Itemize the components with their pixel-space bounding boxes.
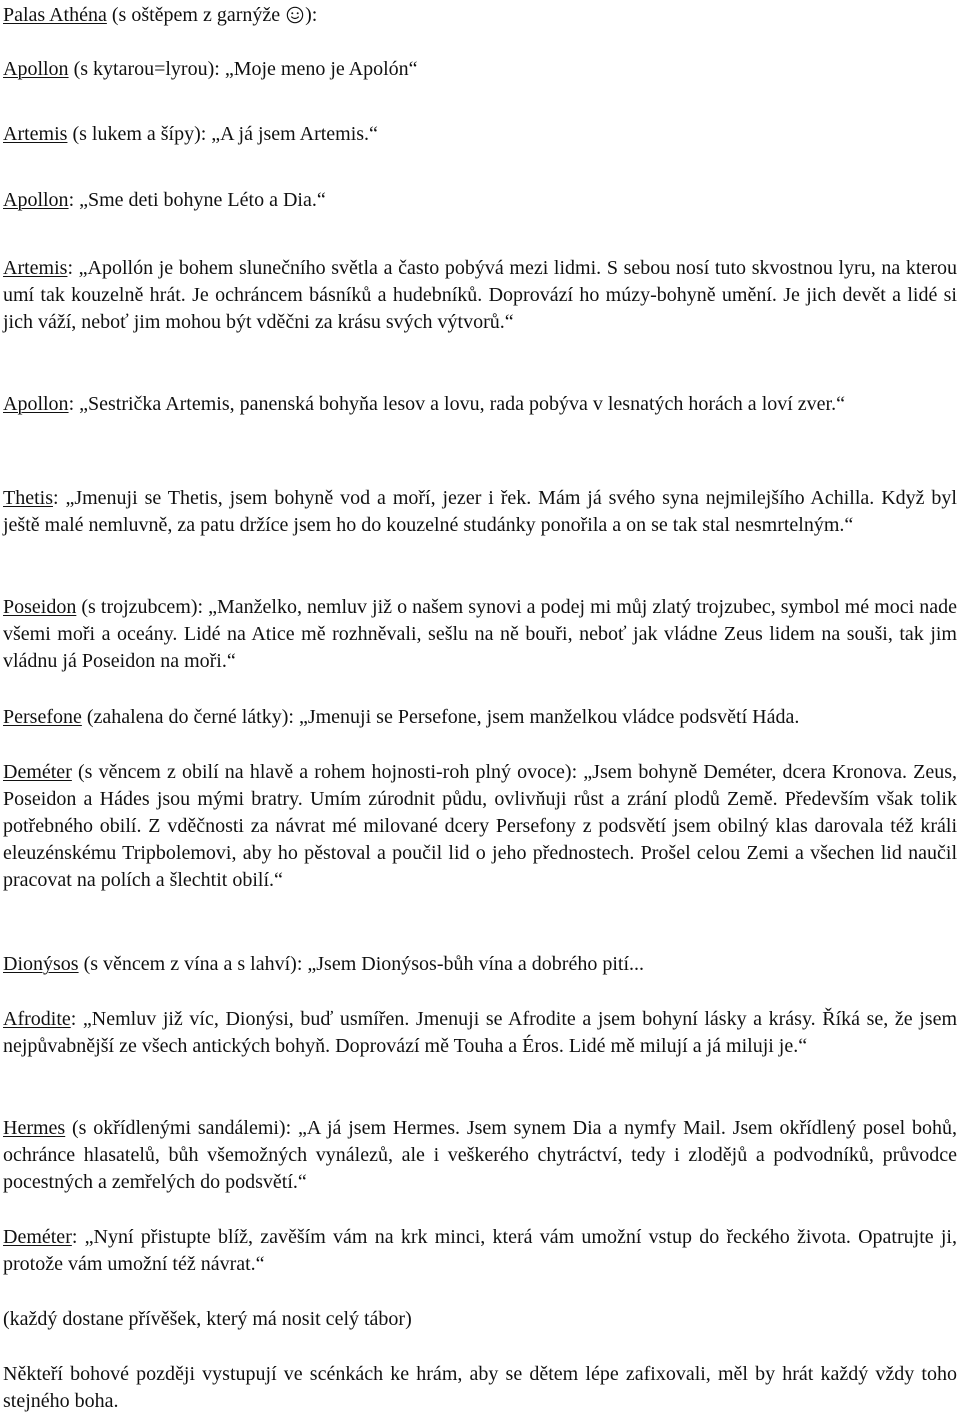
line-persefone bbox=[3, 704, 957, 731]
line-text-end: ): bbox=[305, 4, 318, 26]
speaker-name: Deméter bbox=[3, 761, 72, 783]
line-text: : „Sme deti bohyne Léto a Dia.“ bbox=[68, 189, 326, 211]
speaker-name: Afrodite bbox=[3, 1008, 71, 1030]
line-palas-athena bbox=[3, 2, 957, 29]
line-text: (s věncem z vína a s lahví): „Jsem Dionýsos-bůh vína a dobrého pití... bbox=[78, 953, 645, 975]
line-text: : „Jmenuji se Thetis, jsem bohyně vod a moří, jezer i řek. Mám já svého syna nejmilejšího Achilla. Když byl ještě malé nemluvně, za patu držíce jsem ho do kouzelné studánky ponořila a on se tak stal nesmrtelným.“ bbox=[3, 487, 957, 536]
smiley-face-icon bbox=[286, 6, 304, 24]
speaker-name: Hermes bbox=[3, 1117, 66, 1139]
speaker-name: Palas Athéna bbox=[3, 4, 107, 26]
speaker-name: Dionýsos bbox=[3, 953, 79, 975]
line-artemis-1 bbox=[3, 121, 957, 148]
line-text: : „Nyní přistupte blíž, zavěším vám na krk minci, která vám umožní vstup do řeckého života. Opatrujte ji, protože vám umožní též návrat.“ bbox=[3, 1226, 957, 1275]
line-apollon-1 bbox=[3, 56, 957, 83]
line-hermes bbox=[3, 1115, 957, 1196]
line-text: Někteří bohové později vystupují ve scénkách ke hrám, aby se dětem lépe zafixovali, měl by hrát každý vždy toho stejného boha. bbox=[3, 1363, 957, 1412]
stage-direction bbox=[3, 1306, 957, 1333]
line-text: (každý dostane přívěšek, který má nosit celý tábor) bbox=[3, 1308, 412, 1330]
speaker-name: Persefone bbox=[3, 706, 82, 728]
line-thetis bbox=[3, 485, 957, 539]
line-apollon-3 bbox=[3, 391, 957, 418]
speaker-name: Apollon bbox=[3, 58, 69, 80]
speaker-name: Artemis bbox=[3, 123, 68, 145]
line-text: : „Sestrička Artemis, panenská bohyňa lesov a lovu, rada pobýva v lesnatých horách a loví zver.“ bbox=[68, 393, 845, 415]
line-text: (s lukem a šípy): „A já jsem Artemis.“ bbox=[67, 123, 378, 145]
speaker-name: Poseidon bbox=[3, 596, 77, 618]
line-afrodite bbox=[3, 1006, 957, 1060]
line-text: (s kytarou=lyrou): „Moje meno je Apolón“ bbox=[68, 58, 418, 80]
line-text: : „Nemluv již víc, Dionýsi, buď usmířen. Jmenuji se Afrodite a jsem bohyní lásky a krásy. Říká se, že jsem nejpůvabnější ze všech antických bohyň. Doprovází mě Touha a Éros. Lidé mě milují a já miluji je.“ bbox=[3, 1008, 957, 1057]
line-text: (s oštěpem z garnýže bbox=[106, 4, 286, 26]
line-artemis-2 bbox=[3, 255, 957, 336]
line-dionysos bbox=[3, 951, 957, 978]
speaker-name: Apollon bbox=[3, 189, 69, 211]
speaker-name: Artemis bbox=[3, 257, 68, 279]
speaker-name: Deméter bbox=[3, 1226, 72, 1248]
line-demeter-2 bbox=[3, 1224, 957, 1278]
line-poseidon bbox=[3, 594, 957, 675]
line-text: (s okřídlenými sandálemi): „A já jsem Hermes. Jsem synem Dia a nymfy Mail. Jsem okřídlený posel bohů, ochránce hlasatelů, bůh všemožných vynálezů, ale i veškerého chytráctví, tedy i zlodějů a podvodníků, průvodce pocestných a zemřelých do podsvětí.“ bbox=[3, 1117, 957, 1193]
speaker-name: Apollon bbox=[3, 393, 69, 415]
line-demeter-1 bbox=[3, 759, 957, 894]
line-text: (zahalena do černé látky): „Jmenuji se Persefone, jsem manželkou vládce podsvětí Háda. bbox=[81, 706, 800, 728]
line-apollon-2 bbox=[3, 187, 957, 214]
line-text: : „Apollón je bohem slunečního světla a často pobývá mezi lidmi. S sebou nosí tuto skvostnou lyru, na kterou umí tak kouzelně hrát. Je ochráncem básníků a hudebníků. Doprovází ho múzy-bohyně umění. Je jich devět a lidé si jich váží, neboť jim mohou být vděčni za krásu svých výtvorů.“ bbox=[3, 257, 957, 333]
line-text: (s trojzubcem): „Manželko, nemluv již o našem synovi a podej mi můj zlatý trojzubec, symbol mé moci nade všemi moři a oceány. Lidé na Atice mě rozhněvali, sešlu na ně bouři, neboť jak vládne Zeus lidem na souši, tak jim vládnu já Poseidon na moři.“ bbox=[3, 596, 957, 672]
line-text: (s věncem z obilí na hlavě a rohem hojnosti-roh plný ovoce): „Jsem bohyně Deméter, dcera Kronova. Zeus, Poseidon a Hádes jsou mými bratry. Umím zúrodnit půdu, ovlivňuji růst a zrání plodů Země. Především však tolik potřebného obilí. Z vděčnosti za návrat mé milované dcery Persefony z podsvětí jsem obilný klas darovala též králi eleuzénskému Tripbolemovi, aby ho pěstoval a poučil lid o jeho přednostech. Prošel celou Zemi a všechen lid naučil pracovat na polích a šlechtit obilí.“ bbox=[3, 761, 957, 891]
closing-note bbox=[3, 1361, 957, 1415]
speaker-name: Thetis bbox=[3, 487, 53, 509]
